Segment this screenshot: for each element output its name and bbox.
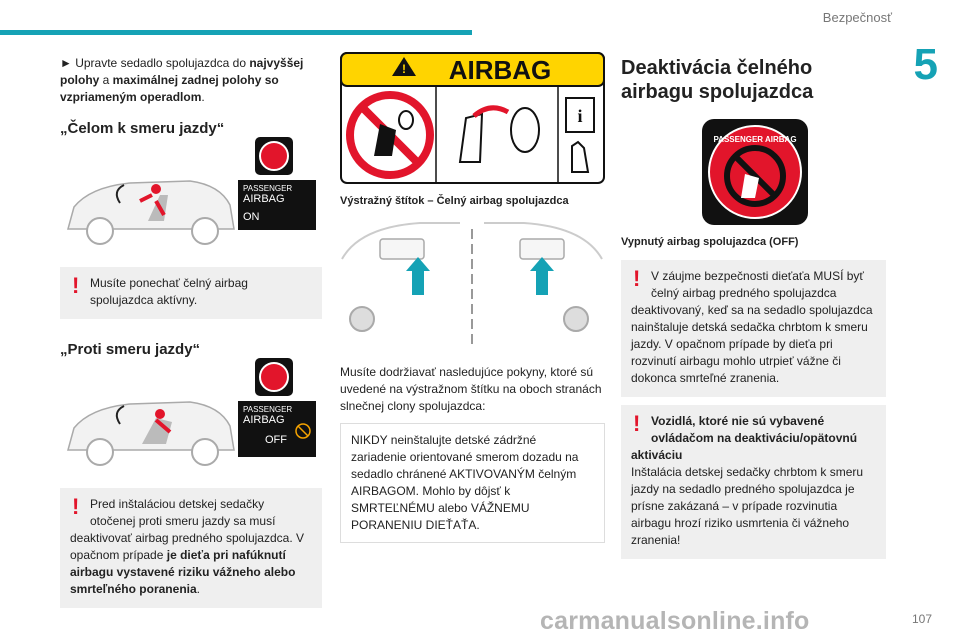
car-rear-illustration — [60, 388, 240, 468]
airbag-warning-label — [340, 52, 605, 184]
section-title: Bezpečnosť — [822, 10, 892, 25]
heading-forward-facing: „Čelom k smeru jazdy“ — [60, 120, 225, 137]
sun-visor-illustration — [340, 219, 605, 349]
figure-forward-facing — [60, 137, 322, 255]
svg-text:!: ! — [402, 62, 406, 76]
warning-icon: ! — [633, 266, 641, 291]
figure-rear-facing — [60, 358, 322, 476]
caption-warning-label: Výstražný štítok – Čelný airbag spolujazdca — [340, 195, 569, 207]
warning-keep-airbag-active: ! Musíte ponechať čelný airbag spolujazdca aktívny. — [60, 267, 322, 319]
warning-icon: ! — [72, 494, 80, 519]
passenger-airbag-off-panel: PASSENGER AIRBAG OFF — [238, 401, 316, 457]
airbag-off-icon — [295, 423, 311, 439]
watermark: carmanualsonline.info — [540, 607, 810, 635]
caption-airbag-off: Vypnutý airbag spolujazdca (OFF) — [621, 236, 799, 248]
warning-child-safety: ! V záujme bezpečnosti dieťaťa MUSÍ byť čelný airbag predného spolujazdca deaktivovaný, keď sa na sedadlo spolujazdca nainštaluje detská sedačka chrbtom k smeru jazdy. V opačnom prípade by dieťa pri rozvinutí airbagu mohlo utrpieť vážne či dokonca smrteľné zranenia. — [621, 260, 886, 397]
chapter-number: 5 — [913, 40, 938, 89]
intro-text: ► Upravte sedadlo spolujazdca do najvyššej polohy a maximálnej zadnej polohy so vzpriameným operadlom. — [60, 56, 304, 104]
child-seat-rear-badge — [255, 358, 293, 396]
header-accent-bar — [0, 30, 472, 35]
car-forward-illustration — [60, 167, 240, 247]
title-deactivation: Deaktivácia čelného airbagu spolujazdca — [621, 57, 814, 103]
instructions-text: Musíte dodržiavať nasledujúce pokyny, ktoré sú uvedené na výstražnom štítku na oboch stranách slnečnej clony spolujazdca: — [340, 365, 602, 413]
warning-rear-facing: ! Pred inštaláciou detskej sedačky otočenej proti smeru jazdy sa musí deaktivovať airbag predného spolujazdca. V opačnom prípade je dieťa pri nafúknutí airbagu vystavené riziku vážneho alebo smrteľného poranenia. — [60, 488, 322, 608]
warning-icon: ! — [633, 411, 641, 436]
passenger-airbag-on-panel: PASSENGER AIRBAG ON — [238, 180, 316, 230]
heading-rear-facing: „Proti smeru jazdy“ — [60, 341, 201, 358]
warning-no-switch: ! Vozidlá, ktoré nie sú vybavené ovládačom na deaktiváciu/opätovnú aktiváciu Inštalácia detskej sedačky chrbtom k smeru jazdy na sedadlo predného spolujazdca je prísne zakázaná – v prípade rozvinutia airbagu hrozí riziko usmrtenia či vážneho zranenia! — [621, 405, 886, 559]
badge-text: PASSENGER AIRBAG — [713, 135, 797, 144]
warning-icon: ! — [72, 273, 80, 298]
child-seat-forward-badge — [255, 137, 293, 175]
notice-box: NIKDY neinštalujte detské zádržné zariadenie orientované smerom dozadu na sedadlo chránené AKTIVOVANÝM čelným AIRBAGOM. Mohlo by dôjsť k SMRTEĽNÉMU alebo VÁŽNEMU PORANENIU DIEŤAŤA. — [340, 423, 605, 543]
svg-text:i: i — [577, 106, 583, 126]
label-airbag-word: AIRBAG — [448, 55, 552, 85]
column-right — [621, 56, 886, 559]
column-left — [60, 55, 322, 608]
page-number: 107 — [911, 612, 932, 626]
airbag-off-badge — [701, 118, 809, 226]
column-middle — [340, 52, 605, 543]
